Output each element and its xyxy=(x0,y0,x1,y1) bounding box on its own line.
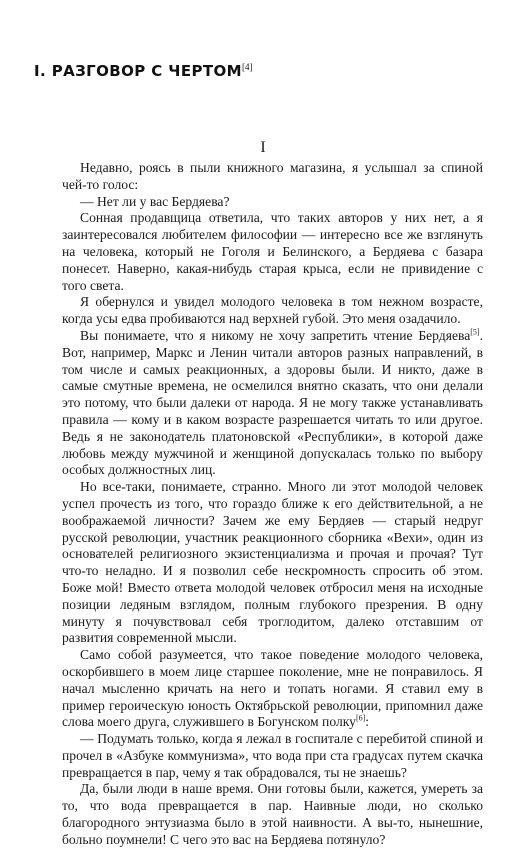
paragraph-text: Но все-таки, понимаете, странно. Много ли этот молодой человек успел прочесть из того, что гораздо ближе к его действительной, а не воображаемой личности? Зачем же ему Бердяев — старый недруг русской революции, участник реакционного сборника «Вехи», один из основателей религиозного экзистенциализма и прочая и прочая? Тут что-то неладно. И я позволил себе нескромность спросить об этом. Боже мой! Вместо ответа молодой человек отбросил меня на исходные позиции ледяным взглядом, полным глубокого презрения. В одну минуту я почувствовал себя троглодитом, далеко отставшим от развития современной мысли. xyxy=(62,479,483,646)
section-number: I xyxy=(260,139,266,156)
paragraph-text-continued: . Вот, например, Маркс и Ленин читали авторов разных направлений, в том числе и самых реакционных, а здоровы были. И никто, даже в самые смутные времена, не осмелился внятно сказать, что они делали это потому, что были далеки от народа. Я не могу также устанавливать правила — кому и в каком возрасте разрешается читать то или другое. Ведь я не законодатель платоновской «Республики», в которой даже любовь между мужчиной и женщиной допускалась только по выбору особых должностных лиц. xyxy=(62,327,483,478)
paragraph xyxy=(62,194,483,211)
footnote-ref-5[interactable]: [5] xyxy=(470,327,480,337)
paragraph-text: — Подумать только, когда я лежал в госпитале с перебитой спиной и прочел в «Азбуке коммунизма», что вода при ста градусах путем скачка превращается в пар, чему я так обрадовался, ты не знаешь? xyxy=(62,731,483,780)
paragraph-text: Сонная продавщица ответила, что таких авторов у них нет, а я заинтересовался любителем философии — интересно все же взглянуть на человека, который не Гоголя и Белинского, а Бердяева с базара понесет. Наверно, какая-нибудь старая крыса, если не привидение с того света. xyxy=(62,210,483,293)
paragraph xyxy=(62,731,483,781)
paragraph xyxy=(62,210,483,294)
paragraph xyxy=(62,160,483,194)
paragraph-text: Вы понимаете, что я никому не хочу запретить чтение Бердяева xyxy=(80,327,471,343)
paragraph-text: Да, были люди в наше время. Они готовы были, кажется, умереть за то, что вода превращается в пар. Наивные люди, но сколько благородного энтузиазма было в этой наивности. А вы-то, нынешние, больно поумнели! С чего это вас на Бердяева потянуло? xyxy=(62,781,483,847)
chapter-title xyxy=(34,62,252,80)
footnote-ref-4[interactable]: [4] xyxy=(241,62,253,72)
footnote-ref-6[interactable]: [6] xyxy=(355,713,366,723)
paragraph-text: Недавно, роясь в пыли книжного магазина, я услышал за спиной чей-то голос: xyxy=(62,160,483,192)
chapter-title-text: I. РАЗГОВОР С ЧЕРТОМ xyxy=(34,62,242,80)
paragraph-text: Само собой разумеется, что такое поведение молодого человека, оскорбившего в моем лице старшее поколение, мне не понравилось. Я начал мысленно кричать на него и топать ногами. Я ставил ему в пример героическую юность Октябрьской революции, припомнил даже слова моего друга, служившего в Богунском полку xyxy=(62,647,483,730)
paragraph xyxy=(62,647,483,731)
paragraph-text-continued: : xyxy=(365,714,370,730)
paragraph-text: — Нет ли у вас Бердяева? xyxy=(80,193,230,209)
body-text xyxy=(62,160,483,849)
paragraph xyxy=(62,294,483,328)
paragraph xyxy=(62,328,483,479)
paragraph xyxy=(62,781,483,848)
paragraph-text: Я обернулся и увидел молодого человека в том нежном возрасте, когда усы едва пробиваются над верхней губой. Это меня озадачило. xyxy=(62,294,483,327)
paragraph xyxy=(62,479,483,647)
